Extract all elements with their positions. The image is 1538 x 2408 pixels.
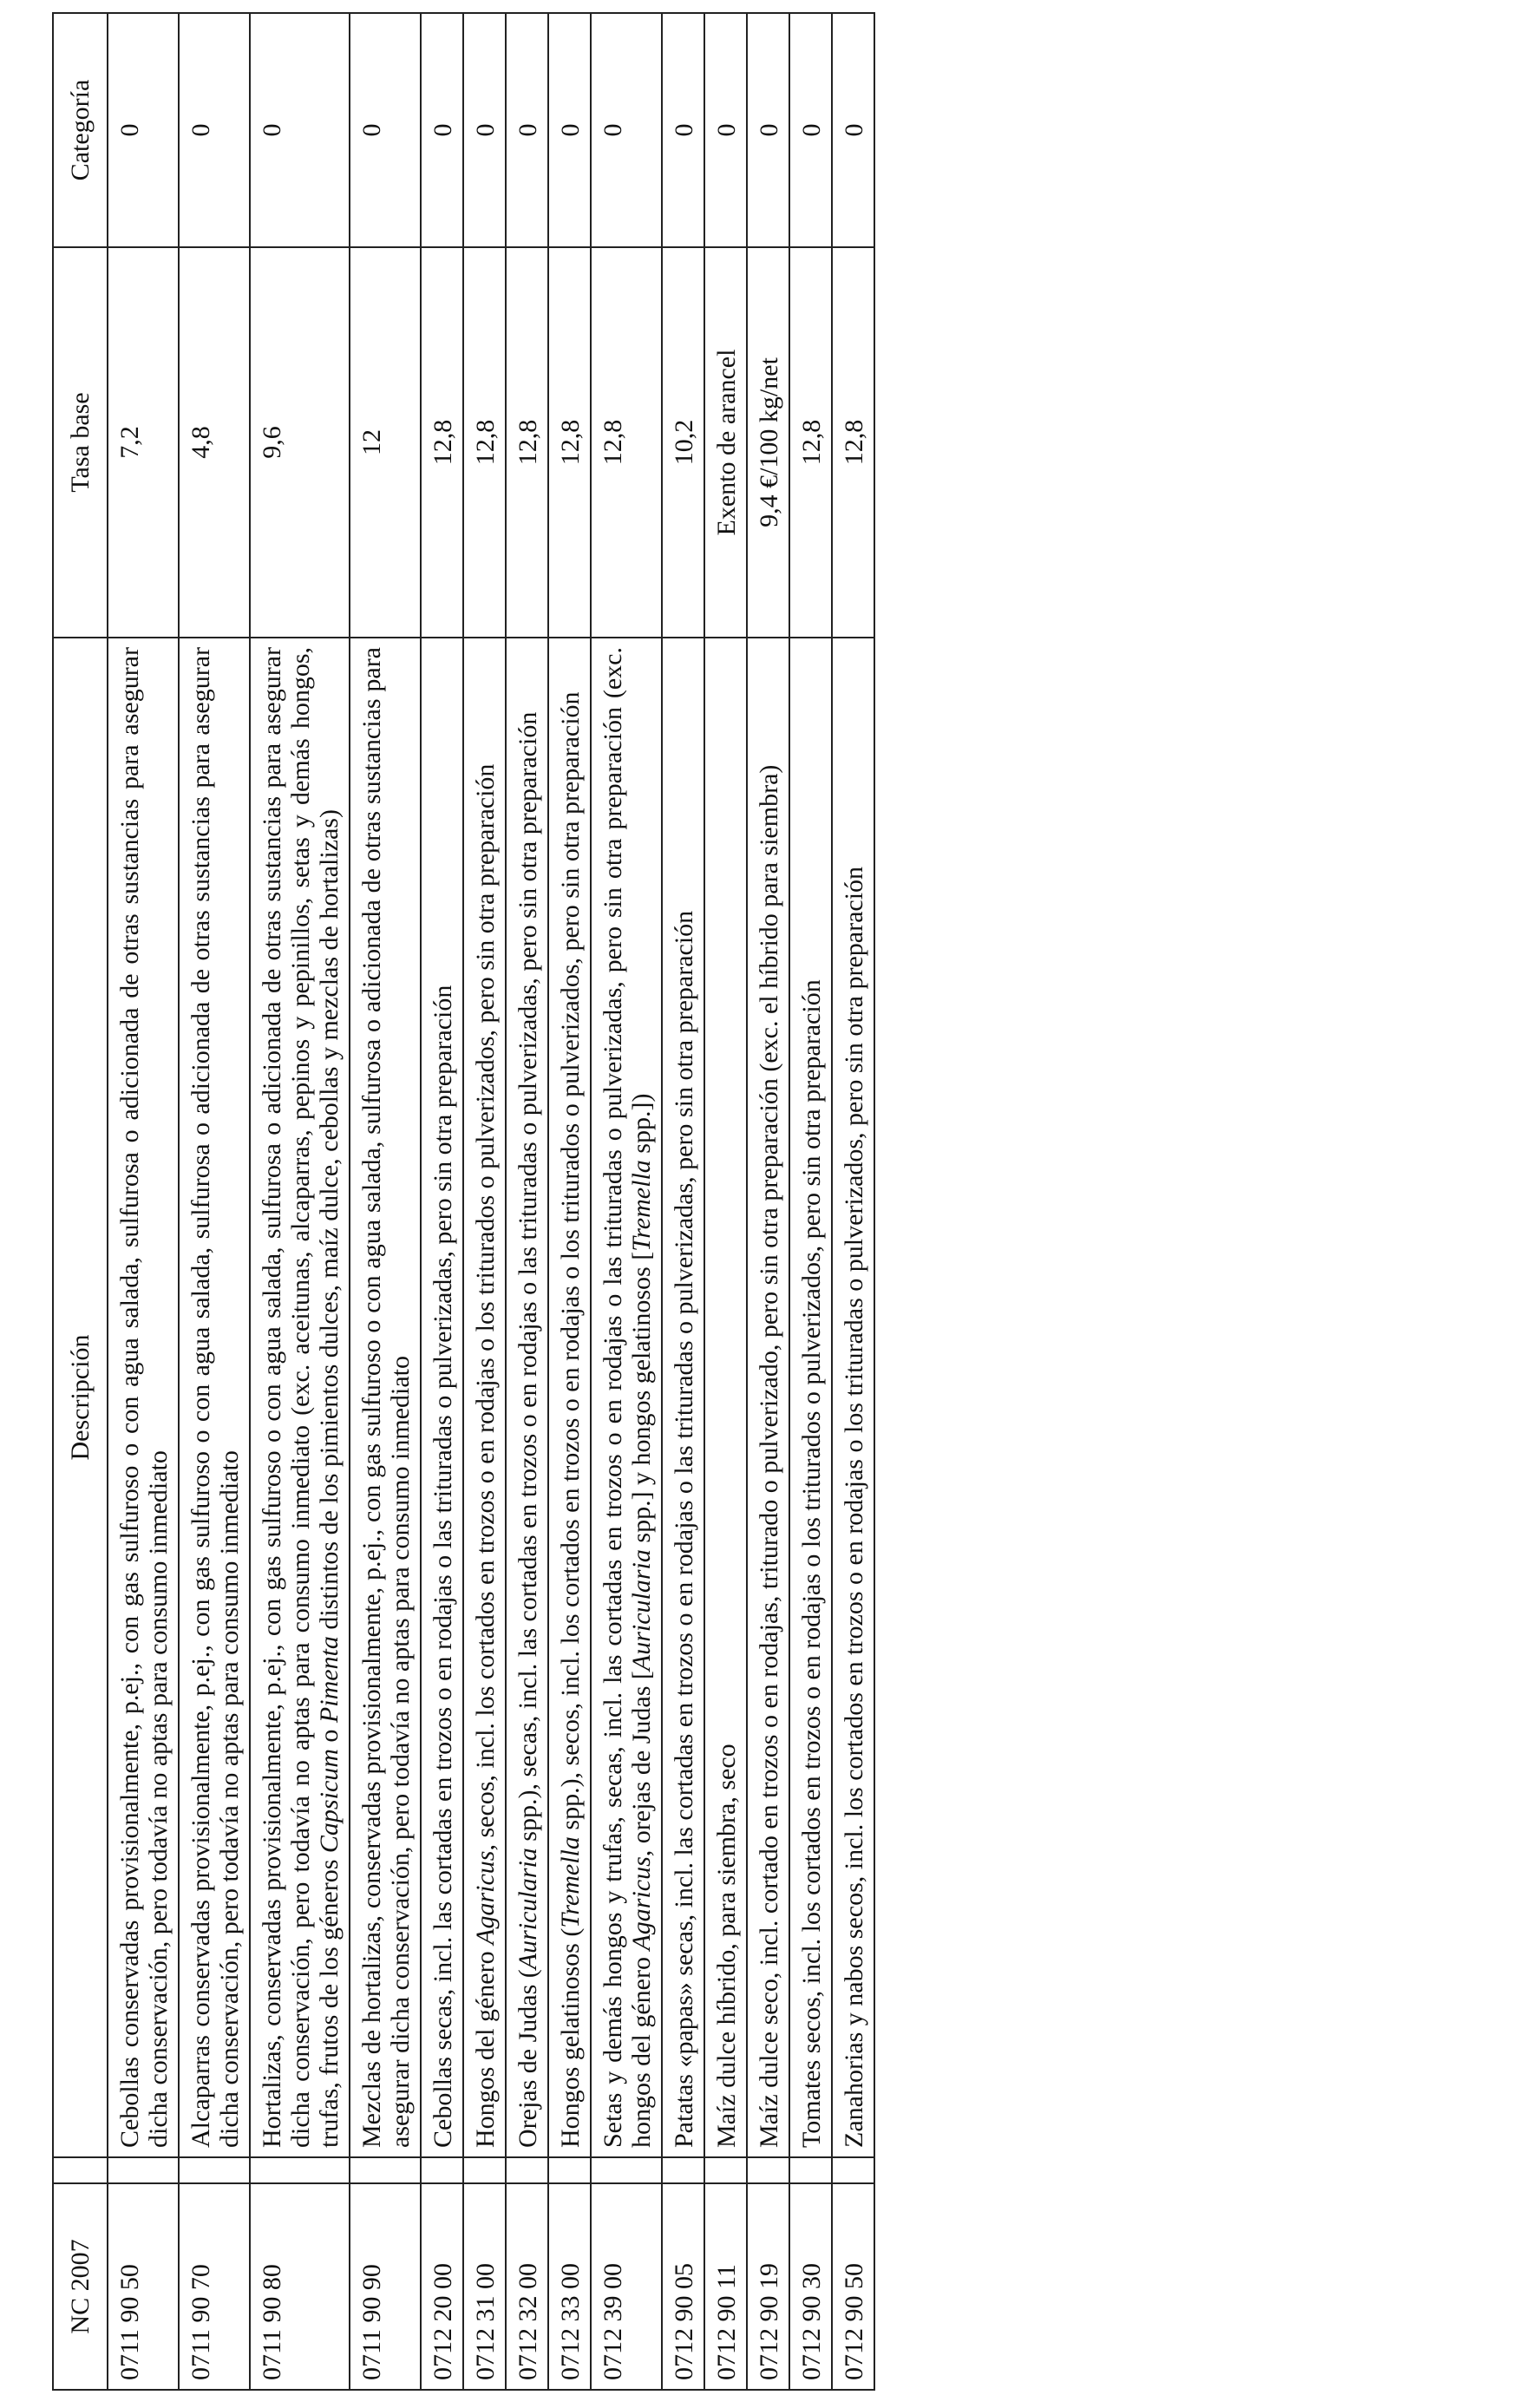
tasa-base-cell: 12,8 bbox=[789, 247, 832, 638]
categoria-cell: 0 bbox=[832, 13, 874, 247]
description-italic-term: Agaricus bbox=[471, 1850, 500, 1945]
categoria-cell: 0 bbox=[350, 13, 421, 247]
tasa-base-cell: 10,2 bbox=[662, 247, 704, 638]
categoria-cell: 0 bbox=[789, 13, 832, 247]
empty-cell bbox=[108, 2157, 179, 2183]
header-categoria: Categoría bbox=[53, 13, 108, 247]
header-gap bbox=[53, 2157, 108, 2183]
description-cell bbox=[463, 638, 506, 2157]
categoria-cell: 0 bbox=[591, 13, 662, 247]
description-cell bbox=[591, 638, 662, 2157]
nc-code-cell: 0712 31 00 bbox=[463, 2183, 506, 2390]
table-row bbox=[463, 13, 506, 2390]
description-text: Tomates secos, incl. los cortados en trozos o en rodajas o los triturados o pulverizados, pero sin otra preparación bbox=[797, 979, 826, 2148]
description-italic-term: Agaricus bbox=[627, 1856, 656, 1951]
description-text: Maíz dulce seco, incl. cortado en trozos o en rodajas, triturado o pulverizado, pero sin otra preparación (exc. el híbrido para siembra) bbox=[755, 764, 783, 2148]
categoria-cell: 0 bbox=[250, 13, 350, 247]
description-cell bbox=[662, 638, 704, 2157]
empty-cell bbox=[463, 2157, 506, 2183]
table-row bbox=[662, 13, 704, 2390]
table-row bbox=[506, 13, 548, 2390]
table-row bbox=[179, 13, 250, 2390]
nc-code-cell: 0712 90 50 bbox=[832, 2183, 874, 2390]
nc-code-cell: 0712 32 00 bbox=[506, 2183, 548, 2390]
empty-cell bbox=[789, 2157, 832, 2183]
empty-cell bbox=[548, 2157, 591, 2183]
description-text: Cebollas conservadas provisionalmente, p.ej., con gas sulfuroso o con agua salada, sulfurosa o adicionada de otras sustancias para asegurar dicha conservación, pero todavía no aptas para consumo inmediato bbox=[115, 647, 173, 2148]
tasa-base-cell: 12,8 bbox=[506, 247, 548, 638]
nc-code-cell: 0711 90 90 bbox=[350, 2183, 421, 2390]
description-text: spp.]) bbox=[627, 1093, 656, 1161]
categoria-cell: 0 bbox=[662, 13, 704, 247]
empty-cell bbox=[704, 2157, 747, 2183]
empty-cell bbox=[250, 2157, 350, 2183]
description-cell bbox=[832, 638, 874, 2157]
description-text: Zanahorias y nabos secos, incl. los cortados en trozos o en rodajas o los trituradas o pulverizados, pero sin otra preparación bbox=[840, 866, 868, 2148]
nc-code-cell: 0712 39 00 bbox=[591, 2183, 662, 2390]
description-cell bbox=[506, 638, 548, 2157]
empty-cell bbox=[662, 2157, 704, 2183]
table-row bbox=[421, 13, 463, 2390]
nc-code-cell: 0711 90 80 bbox=[250, 2183, 350, 2390]
categoria-cell: 0 bbox=[463, 13, 506, 247]
nc-code-cell: 0712 90 30 bbox=[789, 2183, 832, 2390]
description-italic-term: Pimenta bbox=[315, 1636, 344, 1724]
description-text: spp.] y hongos gelatinosos [ bbox=[627, 1251, 656, 1550]
nc-code-cell: 0711 90 70 bbox=[179, 2183, 250, 2390]
empty-cell bbox=[421, 2157, 463, 2183]
tariff-table bbox=[52, 12, 875, 2391]
description-text: Orejas de Judas ( bbox=[514, 1969, 542, 2148]
table-row bbox=[350, 13, 421, 2390]
nc-code-cell: 0711 90 50 bbox=[108, 2183, 179, 2390]
empty-cell bbox=[832, 2157, 874, 2183]
table-body bbox=[108, 13, 874, 2390]
categoria-cell: 0 bbox=[421, 13, 463, 247]
tasa-base-cell: Exento de arancel bbox=[704, 247, 747, 638]
categoria-cell: 0 bbox=[704, 13, 747, 247]
description-italic-term: Auricularia bbox=[627, 1549, 656, 1672]
table-row bbox=[250, 13, 350, 2390]
description-cell bbox=[789, 638, 832, 2157]
header-description: Descripción bbox=[53, 638, 108, 2157]
tasa-base-cell: 4,8 bbox=[179, 247, 250, 638]
tasa-base-cell: 7,2 bbox=[108, 247, 179, 638]
description-text: o bbox=[315, 1723, 344, 1750]
tasa-base-cell: 12,8 bbox=[421, 247, 463, 638]
description-cell bbox=[548, 638, 591, 2157]
nc-code-cell: 0712 90 05 bbox=[662, 2183, 704, 2390]
description-cell bbox=[704, 638, 747, 2157]
tasa-base-cell: 12,8 bbox=[463, 247, 506, 638]
tasa-base-cell: 9,4 €/100 kg/net bbox=[747, 247, 789, 638]
description-italic-term: Tremella bbox=[627, 1160, 656, 1252]
table-row bbox=[832, 13, 874, 2390]
categoria-cell: 0 bbox=[108, 13, 179, 247]
description-text: Patatas «papas» secas, incl. las cortadas en trozos o en rodajas o las trituradas o pulverizadas, pero sin otra preparación bbox=[670, 910, 698, 2148]
description-cell bbox=[108, 638, 179, 2157]
table-row bbox=[108, 13, 179, 2390]
description-text: Mezclas de hortalizas, conservadas provisionalmente, p.ej., con gas sulfuroso o con agua salada, sulfurosa o adicionada de otras sustancias para asegurar dicha conservación, pero todavía no aptas para consumo inmediato bbox=[357, 647, 415, 2148]
empty-cell bbox=[179, 2157, 250, 2183]
description-cell bbox=[179, 638, 250, 2157]
empty-cell bbox=[506, 2157, 548, 2183]
description-text: Alcaparras conservadas provisionalmente, p.ej., con gas sulfuroso o con agua salada, sulfurosa o adicionada de otras sustancias para asegurar dicha conservación, pero todavía no aptas para consumo inmediato bbox=[187, 647, 244, 2148]
nc-code-cell: 0712 33 00 bbox=[548, 2183, 591, 2390]
tasa-base-cell: 12,8 bbox=[548, 247, 591, 638]
categoria-cell: 0 bbox=[548, 13, 591, 247]
nc-code-cell: 0712 90 19 bbox=[747, 2183, 789, 2390]
description-text: Cebollas secas, incl. las cortadas en trozos o en rodajas o las trituradas o pulverizadas, pero sin otra preparación bbox=[429, 985, 457, 2148]
tasa-base-cell: 9,6 bbox=[250, 247, 350, 638]
description-text: spp.), secas, incl. las cortadas en trozos o en rodajas o las trituradas o pulverizadas, pero sin otra preparación bbox=[514, 711, 542, 1849]
description-italic-term: Tremella bbox=[556, 1836, 585, 1928]
header-nc: NC 2007 bbox=[53, 2183, 108, 2390]
table-row bbox=[704, 13, 747, 2390]
description-text: , secos, incl. los cortados en trozos o en rodajas o los triturados o pulverizados, pero sin otra preparación bbox=[471, 763, 500, 1851]
description-text: , orejas de Judas [ bbox=[627, 1671, 656, 1857]
header-tasa-base: Tasa base bbox=[53, 247, 108, 638]
description-text: distintos de los pimientos dulces, maíz dulce, cebollas y mezclas de hortalizas) bbox=[315, 809, 344, 1637]
description-text: Hongos del género bbox=[471, 1944, 500, 2148]
nc-code-cell: 0712 90 11 bbox=[704, 2183, 747, 2390]
description-text: spp.), secos, incl. los cortados en trozos o en rodajas o los triturados o pulverizados, pero sin otra preparación bbox=[556, 691, 585, 1837]
tasa-base-cell: 12 bbox=[350, 247, 421, 638]
categoria-cell: 0 bbox=[506, 13, 548, 247]
empty-cell bbox=[591, 2157, 662, 2183]
table-row bbox=[591, 13, 662, 2390]
tasa-base-cell: 12,8 bbox=[832, 247, 874, 638]
empty-cell bbox=[350, 2157, 421, 2183]
description-cell bbox=[421, 638, 463, 2157]
description-cell bbox=[350, 638, 421, 2157]
description-italic-term: Auricularia bbox=[514, 1848, 542, 1970]
table-row bbox=[747, 13, 789, 2390]
description-text: Hongos gelatinosos ( bbox=[556, 1927, 585, 2148]
table-row bbox=[548, 13, 591, 2390]
tasa-base-cell: 12,8 bbox=[591, 247, 662, 638]
table-header-row bbox=[53, 13, 108, 2390]
description-text: Hortalizas, conservadas provisionalmente, p.ej., con gas sulfuroso o con agua salada, sulfurosa o adicionada de otras sustancias para asegurar dicha conservación, pero todavía no aptas para consumo inmediato (exc. aceitunas, alcaparras, pepinos y pepinillos, setas y demás hongos, trufas, frutos de los géneros bbox=[258, 647, 344, 2148]
description-text: Maíz dulce híbrido, para siembra, seco bbox=[712, 1744, 741, 2148]
empty-cell bbox=[747, 2157, 789, 2183]
description-cell bbox=[747, 638, 789, 2157]
description-text: Setas y demás hongos y trufas, secas, incl. las cortadas en trozos o en rodajas o las trituradas o pulverizadas, pero sin otra preparación (exc. hongos del género bbox=[599, 647, 656, 2148]
categoria-cell: 0 bbox=[179, 13, 250, 247]
table-row bbox=[789, 13, 832, 2390]
nc-code-cell: 0712 20 00 bbox=[421, 2183, 463, 2390]
categoria-cell: 0 bbox=[747, 13, 789, 247]
description-cell bbox=[250, 638, 350, 2157]
description-italic-term: Capsicum bbox=[315, 1749, 344, 1854]
